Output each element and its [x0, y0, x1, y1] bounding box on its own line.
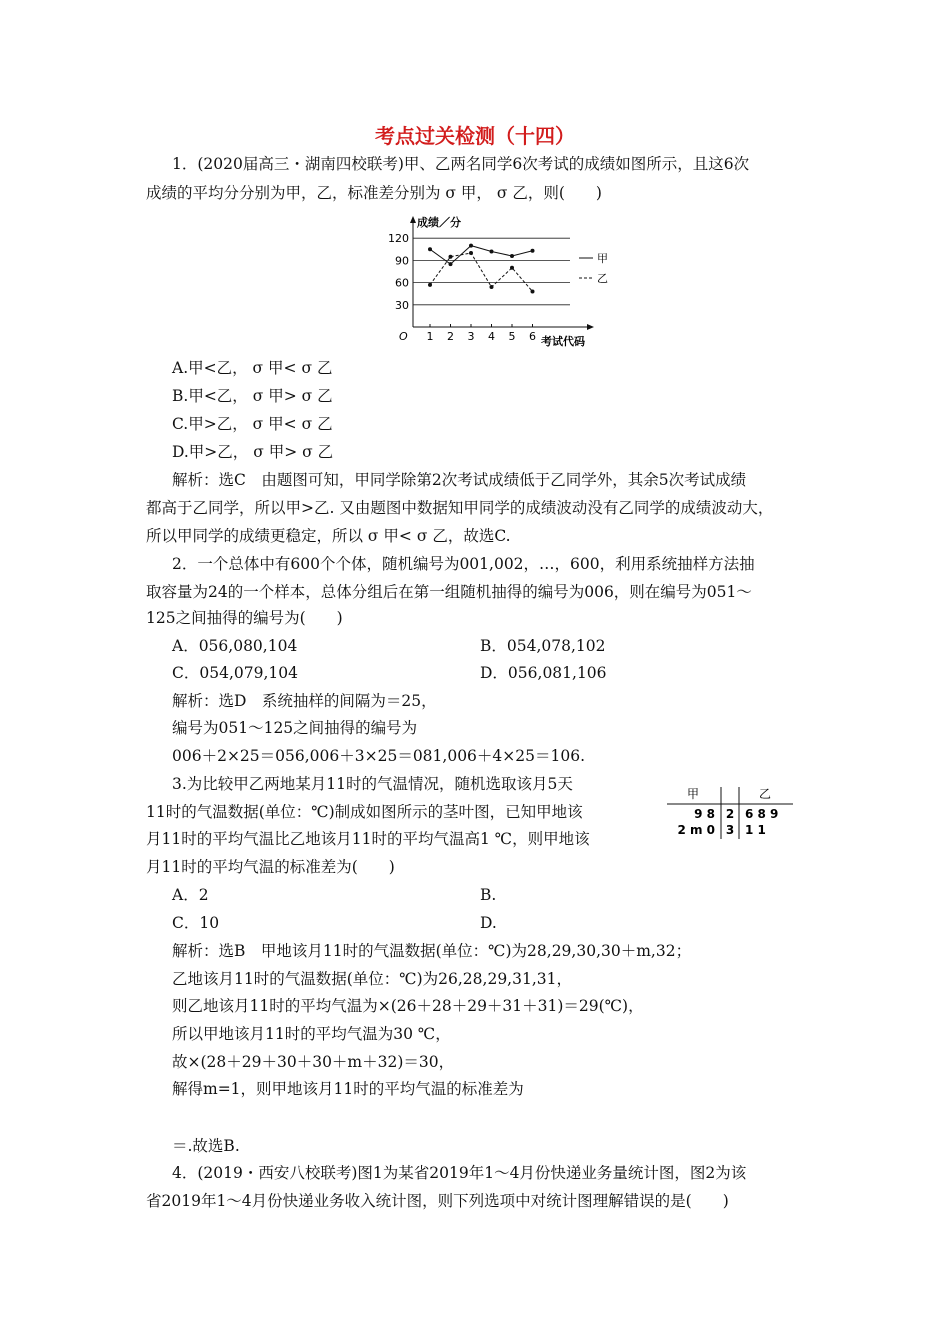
- series-1-point-6: [531, 249, 535, 253]
- q3-solution-1: 解析：选B 甲地该月11时的气温数据(单位：℃)为28,29,30,30＋m,32；: [172, 942, 692, 960]
- legend-label-1: 甲: [597, 252, 608, 265]
- q3-solution-4: 所以甲地该月11时的平均气温为30 ℃，: [172, 1025, 451, 1043]
- origin-label: O: [399, 330, 408, 343]
- y-tick-label-120: 120: [388, 232, 409, 246]
- series-line-1: [430, 246, 533, 265]
- series-line-2: [430, 253, 533, 291]
- q1-option-a: A.甲<乙， σ 甲< σ 乙: [172, 359, 333, 377]
- q2-line-2: 取容量为24的一个样本，总体分组后在第一组随机抽得的编号为006，则在编号为051～: [146, 583, 752, 601]
- q1-line-1: 1．(2020届高三・湖南四校联考)甲、乙两名同学6次考试的成绩如图所示，且这6次: [172, 155, 750, 173]
- y-tick-label-30: 30: [395, 298, 409, 312]
- q2-line-1: 2．一个总体中有600个个体，随机编号为001,002，…，600，利用系统抽样方法抽: [172, 555, 755, 573]
- document-title: 考点过关检测（十四）: [375, 124, 575, 148]
- q3-solution-2: 乙地该月11时的气温数据(单位：℃)为26,28,29,31,31，: [172, 970, 572, 988]
- stemleaf-row2-right: 1 1: [745, 823, 766, 837]
- q3-option-a: A．2: [172, 886, 209, 904]
- q2-solution-1: 解析：选D 系统抽样的间隔为＝25，: [172, 692, 437, 710]
- series-1-point-5: [510, 254, 514, 258]
- stem-leaf-plot: [665, 783, 800, 843]
- series-1-point-1: [428, 247, 432, 251]
- y-axis-title: 成绩／分: [417, 216, 461, 229]
- q3-line-1: 3.为比较甲乙两地某月11时的气温情况，随机选取该月5天: [172, 775, 573, 793]
- q3-option-d: D.: [480, 914, 497, 932]
- series-1-point-3: [469, 244, 473, 248]
- x-tick-label-2: 2: [447, 330, 454, 343]
- stemleaf-row2-stem: 3: [725, 823, 735, 837]
- series-2-point-1: [428, 283, 432, 287]
- series-2-point-3: [469, 251, 473, 255]
- x-axis-arrow: [587, 324, 594, 330]
- q4-line-1: 4．(2019・西安八校联考)图1为某省2019年1～4月份快递业务量统计图，图2为该: [172, 1164, 747, 1182]
- q3-solution-3: 则乙地该月11时的平均气温为×(26＋28＋29＋31＋31)＝29(℃)，: [172, 997, 644, 1015]
- x-tick-label-5: 5: [508, 330, 516, 343]
- q2-option-b: B．054,078,102: [480, 637, 606, 655]
- q2-solution-3: 006＋2×25＝056,006＋3×25＝081,006＋4×25＝106.: [172, 747, 586, 765]
- x-tick-label-3: 3: [467, 330, 475, 343]
- series-2-point-2: [449, 255, 453, 259]
- stemleaf-row1-stem: 2: [725, 807, 735, 821]
- q3-solution-7: ＝.故选B.: [172, 1137, 240, 1155]
- stemleaf-right-header: 乙: [758, 787, 772, 801]
- series-2-point-6: [531, 289, 535, 293]
- q1-solution-1: 解析：选C 由题图可知，甲同学除第2次考试成绩低于乙同学外，其余5次考试成绩: [172, 471, 747, 489]
- q3-option-b: B.: [480, 886, 497, 904]
- q2-line-3: 125之间抽得的编号为( ): [146, 609, 343, 627]
- legend-label-2: 乙: [597, 272, 608, 285]
- x-tick-label-6: 6: [529, 330, 536, 343]
- series-2-point-5: [510, 266, 514, 270]
- q1-option-b: B.甲<乙， σ 甲> σ 乙: [172, 387, 333, 405]
- q3-line-2: 11时的气温数据(单位：℃)制成如图所示的茎叶图，已知甲地该: [146, 803, 583, 821]
- q2-option-a: A．056,080,104: [172, 637, 298, 655]
- q3-solution-5: 故×(28＋29＋30＋30＋m＋32)＝30，: [172, 1053, 455, 1071]
- q3-option-c: C．10: [172, 914, 220, 932]
- y-tick-label-90: 90: [395, 254, 409, 268]
- q1-option-d: D.甲>乙， σ 甲> σ 乙: [172, 443, 334, 461]
- series-1-point-2: [449, 262, 453, 266]
- q2-solution-2: 编号为051～125之间抽得的编号为: [172, 719, 418, 737]
- q1-solution-2: 都高于乙同学，所以甲>乙. 又由题图中数据知甲同学的成绩波动没有乙同学的成绩波动大，: [146, 499, 774, 517]
- score-line-chart: [385, 210, 615, 350]
- q2-option-d: D．056,081,106: [480, 664, 607, 682]
- q2-option-c: C．054,079,104: [172, 664, 298, 682]
- stemleaf-left-header: 甲: [686, 787, 700, 801]
- stemleaf-row1-right: 6 8 9: [745, 807, 779, 821]
- q3-line-4: 月11时的平均气温的标准差为( ): [146, 858, 395, 876]
- x-tick-label-1: 1: [426, 330, 434, 343]
- series-2-point-4: [490, 285, 494, 289]
- q4-line-2: 省2019年1～4月份快递业务收入统计图，则下列选项中对统计图理解错误的是( ): [146, 1192, 729, 1210]
- y-axis-arrow: [410, 216, 416, 223]
- series-1-point-4: [490, 250, 494, 254]
- q1-solution-3: 所以甲同学的成绩更稳定，所以 σ 甲< σ 乙，故选C.: [146, 527, 511, 545]
- q3-solution-6: 解得m=1，则甲地该月11时的平均气温的标准差为: [172, 1080, 524, 1098]
- x-tick-label-4: 4: [488, 330, 495, 343]
- stemleaf-row2-left: 2 m 0: [677, 823, 715, 837]
- q1-line-2: 成绩的平均分分别为甲，乙，标准差分别为 σ 甲， σ 乙，则( ): [146, 184, 602, 202]
- q1-option-c: C.甲>乙， σ 甲< σ 乙: [172, 415, 333, 433]
- q3-line-3: 月11时的平均气温比乙地该月11时的平均气温高1 ℃，则甲地该: [146, 830, 590, 848]
- y-tick-label-60: 60: [395, 276, 409, 290]
- x-axis-title: 考试代码: [541, 335, 585, 348]
- stemleaf-row1-left: 9 8: [694, 807, 715, 821]
